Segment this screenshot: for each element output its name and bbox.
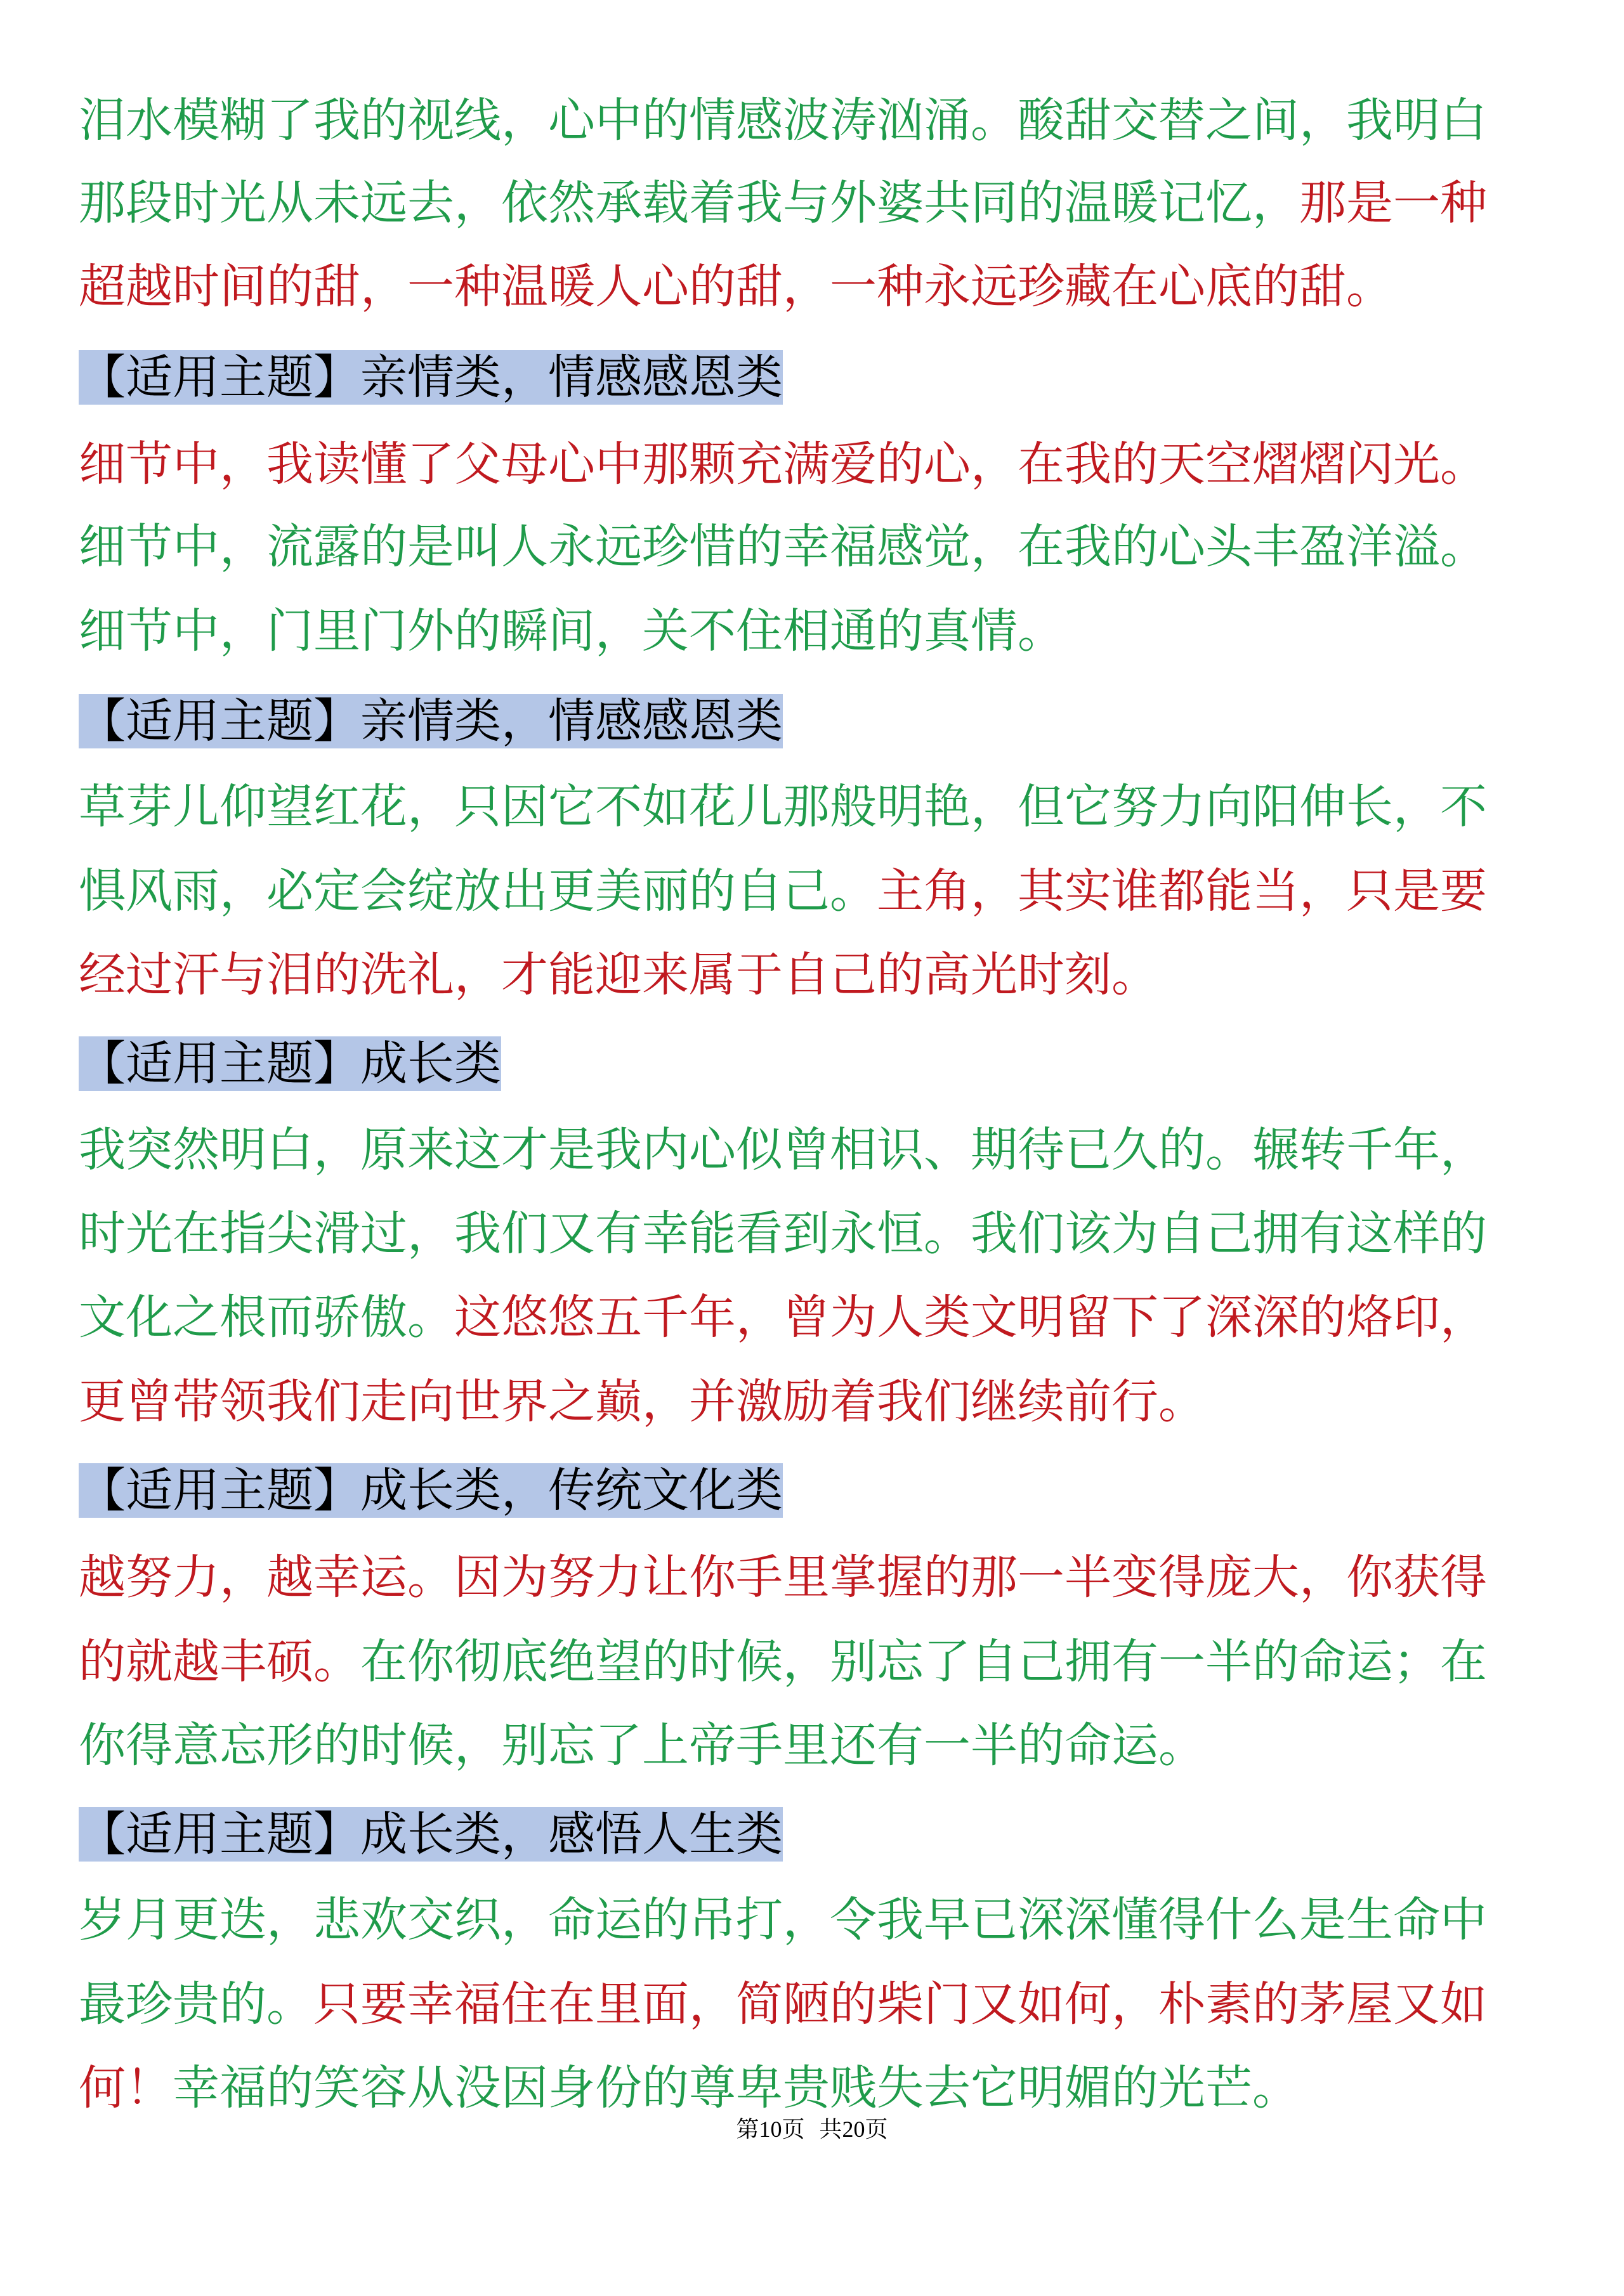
text-segment: 我突然明白，原来这才是我内心似曾相识、期待已久的。辗转千年， [79,1123,1487,1177]
text-segment: 你得意忘形的时候，别忘了上帝手里还有一半的命运。 [79,1718,1205,1773]
footer-suffix: 页 [865,2117,888,2143]
text-line [79,515,1487,578]
text-line [79,171,1487,235]
text-segment: 那是一种 [1299,176,1487,230]
text-line [79,1973,1487,2036]
text-line [79,1118,1487,1182]
text-line [79,1202,1487,1265]
text-segment: 经过汗与泪的洗礼，才能迎来属于自己的高光时刻。 [79,948,1158,1002]
page-footer [0,2113,1624,2146]
text-line [79,1370,1205,1433]
theme-label: 【适用主题】亲情类，情感感恩类 [79,350,783,405]
theme-heading [79,1032,501,1095]
text-line [79,599,1064,663]
text-segment: 文化之根而骄傲。 [79,1290,454,1345]
text-segment: 最珍贵的。 [79,1977,313,2032]
theme-heading [79,1803,783,1866]
text-segment: 只要幸福住在里面，简陋的柴门又如何，朴素的茅屋又如 [313,1977,1487,2032]
text-line [79,1546,1487,1609]
text-line [79,1888,1487,1952]
theme-label: 【适用主题】成长类，传统文化类 [79,1463,783,1518]
theme-label: 【适用主题】成长类，感悟人生类 [79,1807,783,1862]
text-segment: 这悠悠五千年，曾为人类文明留下了深深的烙印， [454,1290,1487,1345]
theme-label: 【适用主题】亲情类，情感感恩类 [79,694,783,748]
text-segment: 幸福的笑容从没因身份的尊卑贵贱失去它明媚的光芒。 [173,2061,1299,2115]
text-segment: 细节中，我读懂了父母心中那颗充满爱的心，在我的天空熠熠闪光。 [79,437,1487,492]
text-line [79,433,1487,496]
text-segment: 草芽儿仰望红花，只因它不如花儿那般明艳，但它努力向阳伸长，不 [79,779,1487,834]
text-segment: 更曾带领我们走向世界之巅，并激励着我们继续前行。 [79,1374,1205,1429]
text-line [79,1630,1487,1693]
theme-label: 【适用主题】成长类 [79,1036,501,1091]
text-segment: 那段时光从未远去，依然承载着我与外婆共同的温暖记忆， [79,176,1299,230]
text-line [79,255,1393,318]
text-segment: 何！ [79,2061,173,2115]
text-segment: 主角，其实谁都能当，只是要 [877,864,1487,918]
text-segment: 时光在指尖滑过，我们又有幸能看到永恒。我们该为自己拥有这样的 [79,1206,1487,1261]
text-line [79,943,1158,1007]
text-segment: 在你彻底绝望的时候，别忘了自己拥有一半的命运；在 [360,1634,1487,1689]
text-segment: 泪水模糊了我的视线，心中的情感波涛汹涌。酸甜交替之间，我明白 [79,93,1487,148]
text-segment: 岁月更迭，悲欢交织，命运的吊打，令我早已深深懂得什么是生命中 [79,1893,1487,1947]
text-segment: 超越时间的甜，一种温暖人心的甜，一种永远珍藏在心底的甜。 [79,259,1393,314]
total-page-number: 20 [842,2117,865,2142]
theme-heading [79,346,783,409]
footer-prefix: 第 [736,2117,759,2143]
text-segment: 越努力，越幸运。因为努力让你手里掌握的那一半变得庞大，你获得 [79,1550,1487,1605]
theme-heading [79,1459,783,1522]
text-segment: 细节中，门里门外的瞬间，关不住相通的真情。 [79,604,1064,658]
current-page-number: 10 [759,2117,782,2142]
theme-heading [79,689,783,753]
footer-mid: 页 共 [782,2117,842,2143]
text-line [79,1286,1487,1349]
text-line [79,859,1487,923]
text-line [79,89,1487,152]
text-segment: 惧风雨，必定会绽放出更美丽的自己。 [79,864,877,918]
text-segment: 细节中，流露的是叫人永远珍惜的幸福感觉，在我的心头丰盈洋溢。 [79,519,1487,574]
text-line [79,1714,1205,1777]
text-line [79,775,1487,838]
text-segment: 的就越丰硕。 [79,1634,360,1689]
text-line [79,2056,1299,2120]
